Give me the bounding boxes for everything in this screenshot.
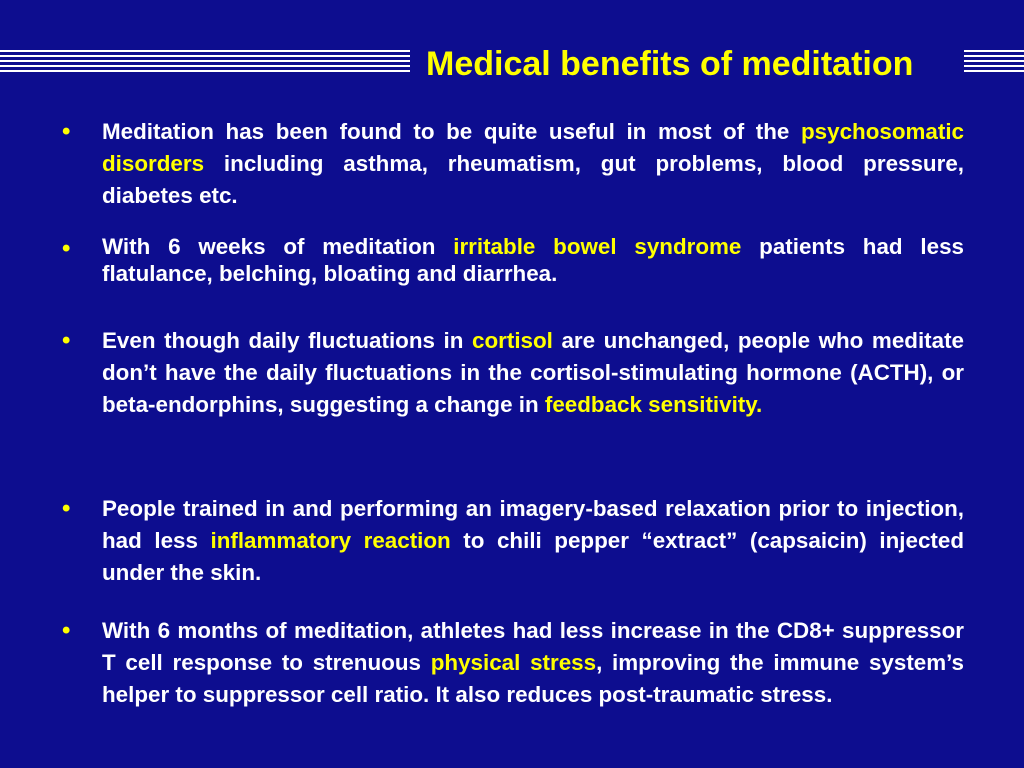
bullet-text-part: patients had less flatulance, belching, bloating and diarrhea. (102, 234, 964, 286)
bullet-text (102, 233, 964, 287)
bullet-text (102, 325, 964, 421)
bullet-dot-icon: • (62, 327, 71, 354)
bullet-text-part: , improving the immune system’s helper to suppressor cell ratio. It also reduces post-traumatic stress. (102, 650, 964, 707)
bullet-text-part: With 6 months of meditation, athletes had less increase in the CD8+ suppressor T cell response to strenuous (102, 618, 964, 675)
bullet-dot-icon: • (62, 495, 71, 522)
bullet-dot-icon: • (62, 118, 71, 145)
bullet-text-part: People trained in and performing an imagery-based relaxation prior to injection, had less (102, 496, 964, 553)
bullet-text (102, 615, 964, 711)
bullet-dot-icon: • (62, 235, 71, 262)
highlight-term: inflammatory reaction (210, 528, 451, 553)
bullet-text-part: Meditation has been found to be quite useful in most of the (102, 119, 801, 144)
bullet-dot-icon: • (62, 617, 71, 644)
bullet-text-part: Even though daily fluctuations in (102, 328, 473, 353)
bullet-text (102, 116, 964, 212)
highlight-term: cortisol (472, 328, 553, 353)
highlight-term: feedback sensitivity. (544, 392, 763, 417)
bullet-text (102, 493, 964, 589)
highlight-term: irritable bowel syndrome (453, 234, 742, 259)
bullet-text-part: to chili pepper “extract” (capsaicin) injected under the skin. (102, 528, 965, 585)
slide-title: Medical benefits of meditation (426, 45, 914, 83)
bullet-text-part: With 6 weeks of meditation (102, 234, 454, 259)
highlight-term: psychosomatic disorders (102, 119, 964, 176)
bullet-text-part: including asthma, rheumatism, gut problems, blood pressure, diabetes etc. (102, 151, 964, 208)
highlight-term: physical stress (430, 650, 597, 675)
bullet-text-part: are unchanged, people who meditate don’t have the daily fluctuations in the cortisol-stimulating hormone (ACTH), or beta-endorphins, suggesting a change in (102, 328, 965, 417)
